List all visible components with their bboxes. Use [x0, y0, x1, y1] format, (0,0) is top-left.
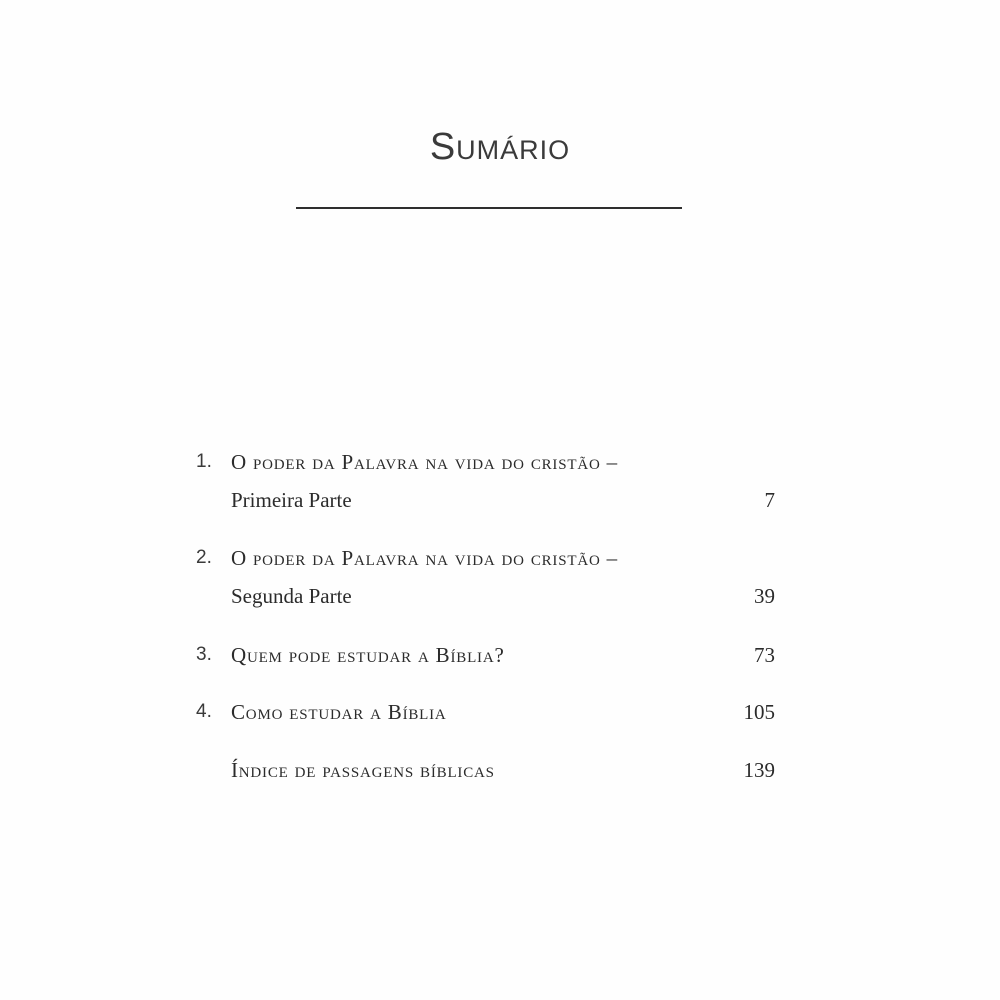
toc-entry-number: 4.	[196, 701, 212, 722]
toc-entry-page: 105	[743, 700, 775, 724]
toc-entry-page: 139	[743, 758, 775, 782]
toc-entry-title: O poder da Palavra na vida do cristão –	[231, 546, 618, 570]
toc-entry-page: 73	[754, 643, 775, 667]
toc-entry-subtitle: Primeira Parte	[231, 488, 352, 512]
toc-entry-title: Como estudar a Bíblia	[231, 700, 447, 724]
toc-entry-page: 39	[754, 584, 775, 608]
toc-entry-title: O poder da Palavra na vida do cristão –	[231, 450, 618, 474]
toc-entry-title: Índice de passagens bíblicas	[231, 758, 495, 782]
toc-entry-number: 1.	[196, 451, 212, 472]
title-divider	[296, 207, 682, 209]
toc-entry-subtitle: Segunda Parte	[231, 584, 352, 608]
toc-entry-number: 3.	[196, 644, 212, 665]
toc-entry-title: Quem pode estudar a Bíblia?	[231, 643, 505, 667]
page-title: Sumário	[429, 126, 571, 168]
toc-entry-number: 2.	[196, 547, 212, 568]
toc-entry-page: 7	[764, 488, 775, 512]
